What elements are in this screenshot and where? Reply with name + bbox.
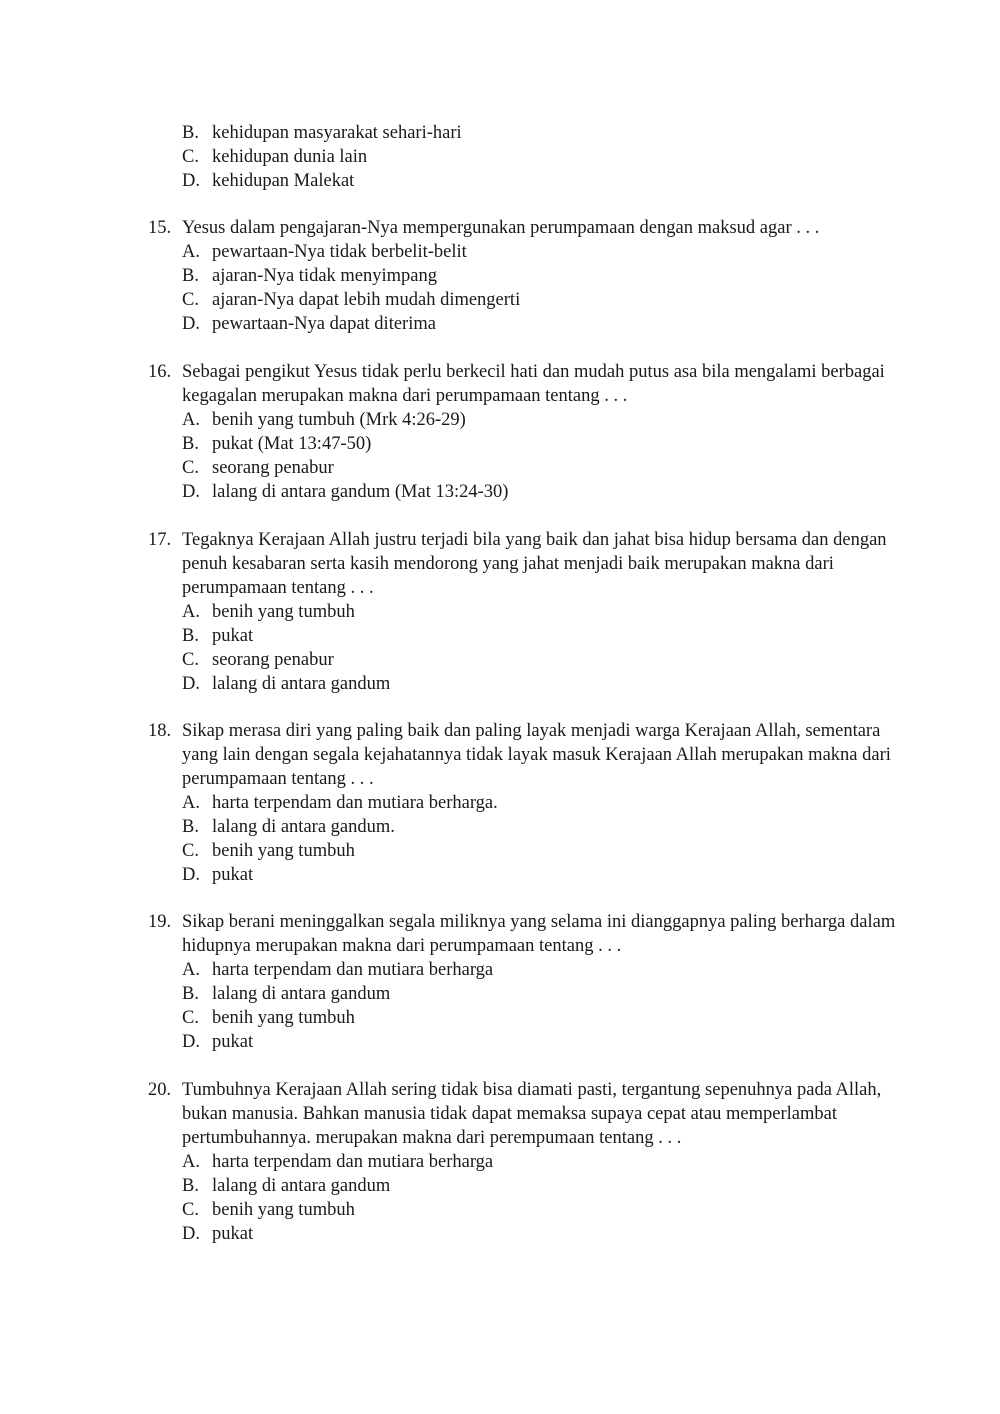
question-16 [148, 360, 918, 504]
option-text: pukat (Mat 13:47-50) [212, 434, 372, 454]
option-letter: D. [182, 1032, 200, 1052]
question-15 [148, 216, 918, 336]
option-letter: B. [182, 984, 199, 1004]
option-item [182, 1198, 918, 1222]
option-letter: D. [182, 674, 200, 694]
option-letter: D. [182, 314, 200, 334]
option-letter: D. [182, 865, 200, 885]
question-18 [148, 719, 918, 887]
question-text: Sikap berani meninggalkan segala miliknya yang selama ini dianggapnya paling berharga dalam hidupnya merupakan makna dari perumpamaan tentang . . . [182, 912, 896, 956]
option-letter: A. [182, 1152, 200, 1172]
option-letter: A. [182, 410, 200, 430]
option-text: pewartaan-Nya tidak berbelit-belit [212, 242, 467, 262]
option-item [182, 624, 918, 648]
option-letter: B. [182, 626, 199, 646]
option-letter: B. [182, 434, 199, 454]
option-text: kehidupan Malekat [212, 171, 355, 191]
option-text: kehidupan dunia lain [212, 147, 368, 167]
question-text: Tumbuhnya Kerajaan Allah sering tidak bisa diamati pasti, tergantung sepenuhnya pada Allah, bukan manusia. Bahkan manusia tidak dapat memaksa supaya cepat atau memperlambat pertumbuhannya. merupakan makna dari perempumaan tentang . . . [182, 1080, 882, 1148]
option-item [182, 958, 918, 982]
option-letter: D. [182, 171, 200, 191]
option-item [182, 982, 918, 1006]
option-letter: D. [182, 1224, 200, 1244]
option-item [182, 480, 918, 504]
option-letter: C. [182, 290, 199, 310]
option-text: kehidupan masyarakat sehari-hari [212, 123, 462, 143]
option-text: seorang penabur [212, 650, 334, 670]
option-text: pukat [212, 1032, 254, 1052]
question-text: Yesus dalam pengajaran-Nya mempergunakan perumpamaan dengan maksud agar . . . [182, 218, 820, 238]
option-item [182, 456, 918, 480]
question-text: Tegaknya Kerajaan Allah justru terjadi bila yang baik dan jahat bisa hidup bersama dan dengan penuh kesabaran serta kasih mendorong yang jahat menjadi baik merupakan makna dari perumpamaan tentang . . . [182, 530, 887, 598]
option-text: lalang di antara gandum [212, 1176, 391, 1196]
option-text: lalang di antara gandum [212, 674, 391, 694]
option-text: pukat [212, 865, 254, 885]
option-letter: A. [182, 602, 200, 622]
option-letter: C. [182, 650, 199, 670]
option-item [182, 1174, 918, 1198]
option-letter: A. [182, 793, 200, 813]
option-item [182, 600, 918, 624]
question-text: Sebagai pengikut Yesus tidak perlu berkecil hati dan mudah putus asa bila mengalami berbagai kegagalan merupakan makna dari perumpamaan tentang . . . [182, 362, 885, 406]
option-item [182, 408, 918, 432]
option-text: seorang penabur [212, 458, 334, 478]
option-text: benih yang tumbuh [212, 602, 355, 622]
option-item [182, 240, 918, 264]
option-letter: A. [182, 960, 200, 980]
option-text: harta terpendam dan mutiara berharga [212, 960, 494, 980]
option-item [182, 815, 918, 839]
option-text: ajaran-Nya dapat lebih mudah dimengerti [212, 290, 521, 310]
option-item [182, 791, 918, 815]
option-text: benih yang tumbuh [212, 841, 355, 861]
option-item [182, 1222, 918, 1246]
option-item [182, 264, 918, 288]
option-item [182, 432, 918, 456]
option-letter: D. [182, 482, 200, 502]
option-item [182, 1030, 918, 1054]
option-letter: B. [182, 266, 199, 286]
option-letter: B. [182, 817, 199, 837]
option-text: lalang di antara gandum [212, 984, 391, 1004]
option-letter: C. [182, 458, 199, 478]
option-item [182, 1006, 918, 1030]
option-text: benih yang tumbuh [212, 1200, 355, 1220]
option-item [182, 145, 918, 169]
option-letter: C. [182, 1200, 199, 1220]
option-text: harta terpendam dan mutiara berharga. [212, 793, 498, 813]
continuation-options [148, 121, 918, 193]
option-letter: B. [182, 1176, 199, 1196]
question-number: 20. [148, 1080, 172, 1100]
question-20 [148, 1078, 918, 1246]
option-text: pukat [212, 1224, 254, 1244]
option-text: harta terpendam dan mutiara berharga [212, 1152, 494, 1172]
option-item [182, 648, 918, 672]
question-17 [148, 528, 918, 696]
option-letter: C. [182, 1008, 199, 1028]
question-number: 18. [148, 721, 172, 741]
option-text: pukat [212, 626, 254, 646]
option-text: benih yang tumbuh (Mrk 4:26-29) [212, 410, 466, 430]
option-text: pewartaan-Nya dapat diterima [212, 314, 436, 334]
option-item [182, 1150, 918, 1174]
option-item [182, 121, 918, 145]
option-item [182, 312, 918, 336]
option-text: lalang di antara gandum. [212, 817, 395, 837]
question-19 [148, 910, 918, 1054]
question-number: 17. [148, 530, 172, 550]
option-letter: C. [182, 147, 199, 167]
option-text: benih yang tumbuh [212, 1008, 355, 1028]
option-letter: B. [182, 123, 199, 143]
question-number: 19. [148, 912, 172, 932]
question-number: 15. [148, 218, 172, 238]
option-letter: C. [182, 841, 199, 861]
option-item [182, 288, 918, 312]
question-text: Sikap merasa diri yang paling baik dan paling layak menjadi warga Kerajaan Allah, sementara yang lain dengan segala kejahatannya tidak layak masuk Kerajaan Allah merupakan makna dari perumpamaan tentang . . . [182, 721, 891, 789]
option-letter: A. [182, 242, 200, 262]
question-number: 16. [148, 362, 172, 382]
option-item [182, 169, 918, 193]
option-item [182, 672, 918, 696]
option-item [182, 839, 918, 863]
option-text: lalang di antara gandum (Mat 13:24-30) [212, 482, 509, 502]
option-item [182, 863, 918, 887]
option-text: ajaran-Nya tidak menyimpang [212, 266, 437, 286]
